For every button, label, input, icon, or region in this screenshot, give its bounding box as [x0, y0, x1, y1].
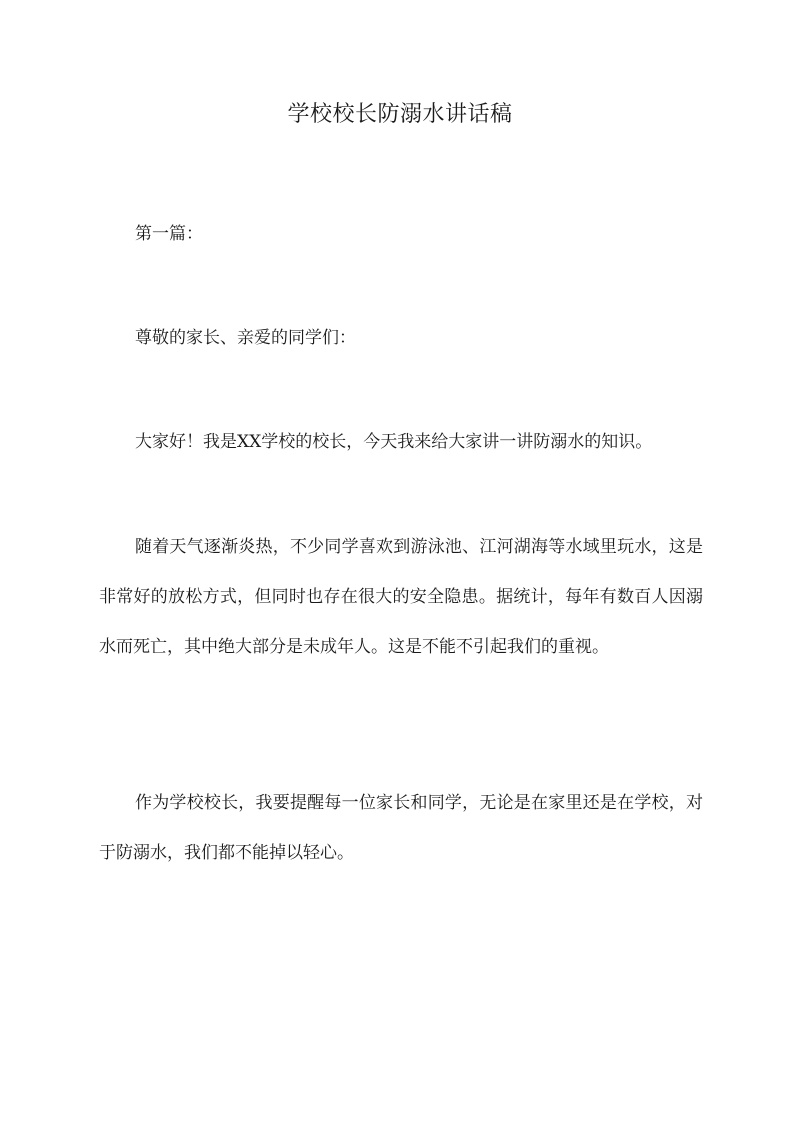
paragraph-reminder: 作为学校校长，我要提醒每一位家长和同学，无论是在家里还是在学校，对于防溺水，我们都不能掉以轻心。 [99, 793, 703, 863]
greeting-line: 尊敬的家长、亲爱的同学们： [135, 328, 356, 348]
section-heading: 第一篇： [135, 224, 203, 244]
paragraph-intro: 大家好！我是XX学校的校长，今天我来给大家讲一讲防溺水的知识。 [135, 432, 653, 452]
document-title: 学校校长防溺水讲话稿 [287, 102, 513, 127]
paragraph-safety-risk: 随着天气逐渐炎热，不少同学喜欢到游泳池、江河湖海等水域里玩水，这是非常好的放松方式，但同时也存在很大的安全隐患。据统计，每年有数百人因溺水而死亡，其中绝大部分是未成年人。这是不能不引起我们的重视。 [99, 537, 703, 657]
